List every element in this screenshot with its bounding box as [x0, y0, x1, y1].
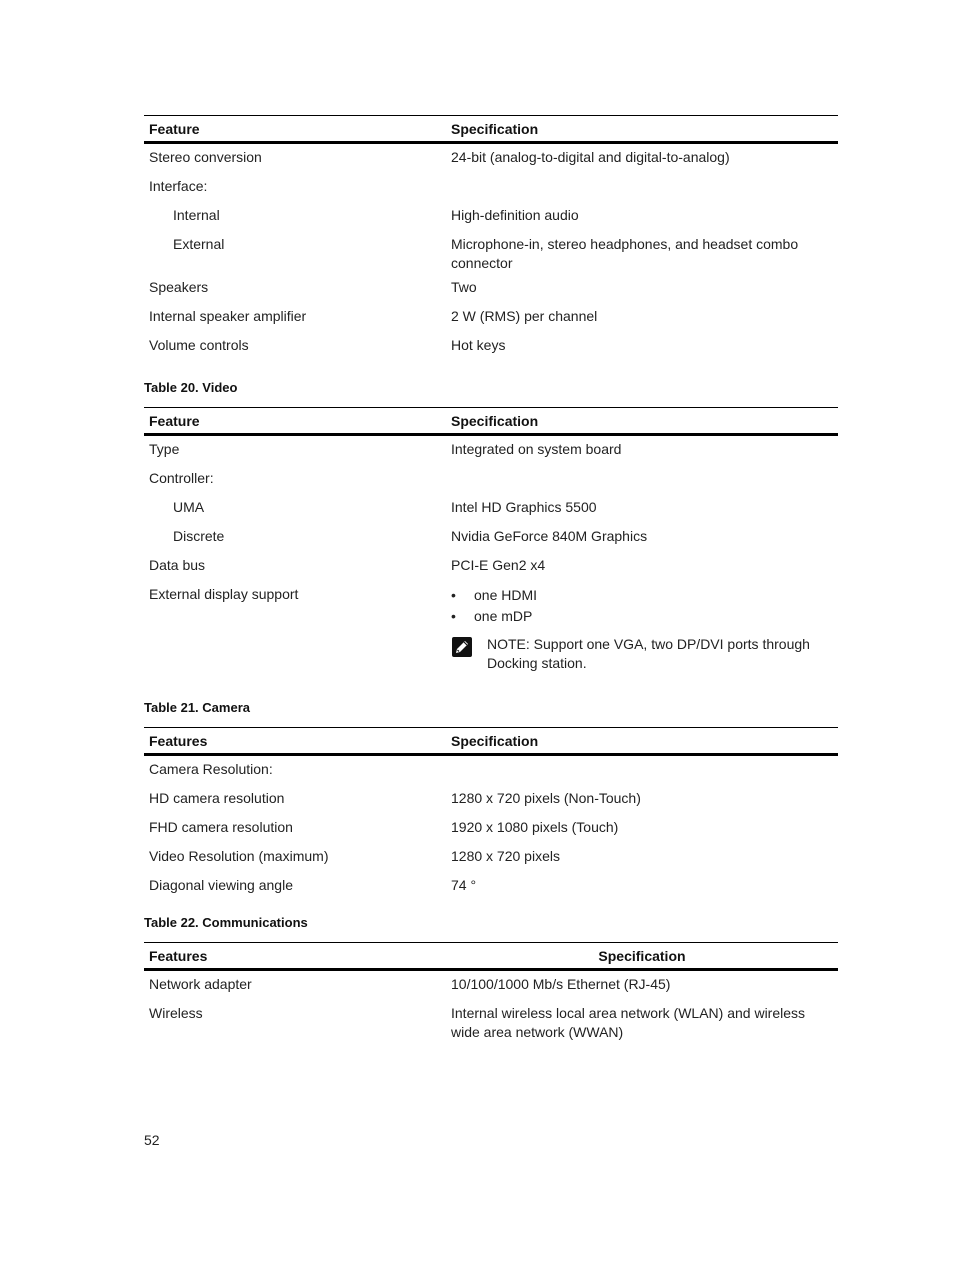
table-row	[144, 970, 838, 999]
feature-cell: FHD camera resolution	[149, 818, 293, 835]
communications-table-block	[144, 942, 838, 1042]
spec-cell: 74 °	[451, 876, 477, 893]
table-caption-camera: Table 21. Camera	[144, 700, 250, 715]
feature-cell: HD camera resolution	[149, 789, 285, 806]
spec-cell: Hot keys	[451, 336, 506, 353]
feature-cell: Wireless	[149, 1004, 203, 1021]
feature-cell: Video Resolution (maximum)	[149, 847, 329, 864]
feature-cell: Internal speaker amplifier	[149, 307, 307, 324]
table-caption-communications: Table 22. Communications	[144, 915, 308, 930]
spec-cell	[446, 172, 838, 201]
table-header-row	[144, 728, 838, 755]
page-number: 52	[144, 1132, 160, 1148]
pencil-note-icon	[451, 636, 473, 658]
table-row	[144, 842, 838, 871]
table-row	[144, 784, 838, 813]
spec-cell: Two	[451, 278, 477, 295]
table-row	[144, 522, 838, 551]
table-row	[144, 755, 838, 784]
column-header-feature: Feature	[144, 116, 446, 143]
note-box	[451, 635, 833, 673]
column-header-specification: Specification	[446, 728, 838, 755]
feature-cell: Camera Resolution:	[149, 761, 273, 777]
note-body: Support one VGA, two DP/DVI ports through Docking station.	[487, 635, 810, 671]
feature-cell: Volume controls	[149, 336, 249, 353]
audio-table-block	[144, 115, 838, 360]
spec-cell: Nvidia GeForce 840M Graphics	[451, 527, 648, 544]
spec-cell: 1920 x 1080 pixels (Touch)	[451, 818, 619, 835]
column-header-specification: Specification	[446, 116, 838, 143]
table-row	[144, 201, 838, 230]
table-row	[144, 331, 838, 360]
table-row	[144, 813, 838, 842]
spec-cell: Internal wireless local area network (WLAN) and wireless wide area network (WWAN)	[451, 1004, 806, 1040]
table-row	[144, 551, 838, 580]
feature-cell: Diagonal viewing angle	[149, 876, 293, 893]
table-header-row	[144, 943, 838, 970]
table-row	[144, 273, 838, 302]
table-row	[144, 580, 838, 679]
feature-cell: Interface:	[149, 177, 208, 194]
table-caption-video: Table 20. Video	[144, 380, 238, 395]
spec-cell	[446, 580, 838, 679]
feature-cell: Controller:	[149, 469, 214, 486]
video-table-block	[144, 407, 838, 679]
spec-cell: 10/100/1000 Mb/s Ethernet (RJ-45)	[451, 976, 671, 992]
feature-cell: Network adapter	[149, 976, 252, 992]
table-row	[144, 435, 838, 464]
communications-spec-table	[144, 942, 838, 1042]
spec-cell: PCI-E Gen2 x4	[451, 556, 546, 573]
feature-cell: Type	[149, 441, 180, 457]
camera-spec-table	[144, 727, 838, 900]
table-row	[144, 464, 838, 493]
list-item: • one HDMI	[451, 585, 833, 606]
spec-cell	[446, 755, 838, 784]
camera-table-block	[144, 727, 838, 900]
display-support-list	[451, 585, 833, 627]
column-header-features: Features	[144, 943, 446, 970]
spec-cell: Integrated on system board	[451, 441, 622, 457]
feature-cell: Internal	[173, 206, 220, 223]
table-header-row	[144, 116, 838, 143]
feature-cell: UMA	[173, 498, 205, 515]
spec-cell: 1280 x 720 pixels (Non-Touch)	[451, 789, 641, 806]
table-row	[144, 172, 838, 201]
spec-cell	[446, 464, 838, 493]
feature-cell: Discrete	[173, 527, 225, 544]
table-row	[144, 999, 838, 1042]
list-item: • one mDP	[451, 606, 833, 627]
column-header-feature: Feature	[144, 408, 446, 435]
column-header-specification: Specification	[446, 408, 838, 435]
table-row	[144, 230, 838, 273]
feature-cell: External	[173, 235, 225, 252]
feature-cell: Stereo conversion	[149, 149, 262, 165]
feature-cell: Speakers	[149, 278, 209, 295]
feature-cell: External display support	[149, 585, 299, 602]
column-header-features: Features	[144, 728, 446, 755]
spec-cell: High-definition audio	[451, 206, 579, 223]
note-label: NOTE:	[487, 635, 530, 652]
spec-cell: 2 W (RMS) per channel	[451, 307, 598, 324]
spec-cell: Microphone-in, stereo headphones, and headset combo connector	[451, 235, 799, 271]
audio-spec-table	[144, 115, 838, 360]
spec-cell: 24-bit (analog-to-digital and digital-to-analog)	[451, 149, 730, 165]
note-text-block	[487, 635, 833, 673]
table-header-row	[144, 408, 838, 435]
video-spec-table	[144, 407, 838, 679]
feature-cell: Data bus	[149, 556, 206, 573]
column-header-specification: Specification	[446, 943, 838, 970]
table-row	[144, 493, 838, 522]
spec-cell: 1280 x 720 pixels	[451, 847, 560, 864]
table-row	[144, 871, 838, 900]
table-row	[144, 143, 838, 172]
table-row	[144, 302, 838, 331]
spec-cell: Intel HD Graphics 5500	[451, 498, 597, 515]
